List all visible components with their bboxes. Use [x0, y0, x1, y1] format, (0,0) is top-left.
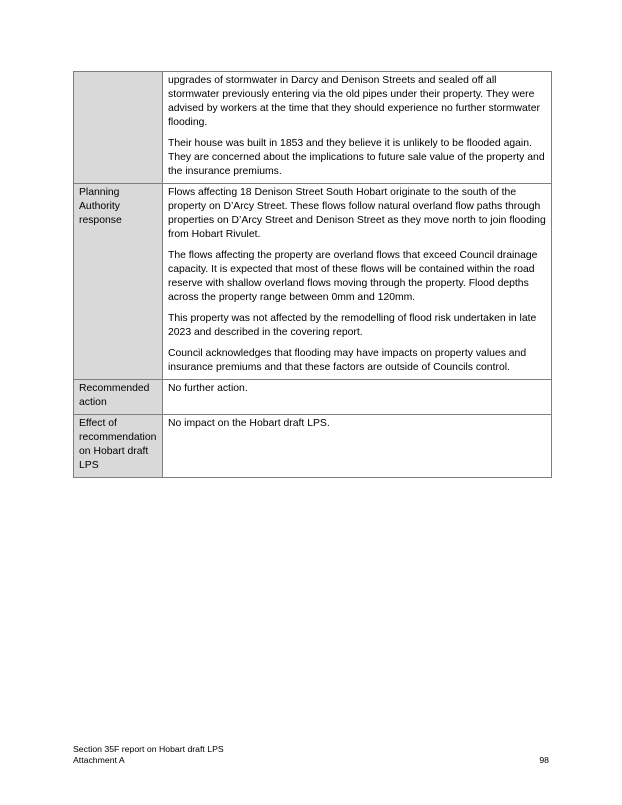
row-content-cell	[163, 380, 552, 415]
page-number: 98	[539, 755, 549, 765]
paragraph: No further action.	[168, 383, 248, 394]
paragraph: Flows affecting 18 Denison Street South Hobart originate to the south of the property on D’Arcy Street. These flows follow natural overland flow paths through properties on D’Arcy Street and Denison Street as they move north to join flooding from Hobart Rivulet.	[168, 187, 546, 240]
page-footer	[73, 744, 549, 766]
table-row	[74, 380, 552, 415]
row-label-cell: Recommended action	[74, 380, 163, 415]
paragraph: No impact on the Hobart draft LPS.	[168, 418, 330, 429]
paragraph: The flows affecting the property are overland flows that exceed Council drainage capacity. It is expected that most of these flows will be contained within the road reserve with shallow overland flows moving through the property. Flood depths across the property range between 0mm and 120mm.	[168, 250, 538, 303]
row-label-cell	[74, 72, 163, 184]
paragraph: This property was not affected by the remodelling of flood risk undertaken in late 2023 and described in the covering report.	[168, 313, 537, 338]
paragraph: Council acknowledges that flooding may have impacts on property values and insurance premiums and that these factors are outside of Councils control.	[168, 348, 527, 373]
footer-report-title: Section 35F report on Hobart draft LPS	[73, 744, 224, 754]
table-row	[74, 415, 552, 478]
row-content-cell	[163, 72, 552, 184]
row-label-cell: Planning Authority response	[74, 184, 163, 380]
paragraph: Their house was built in 1853 and they believe it is unlikely to be flooded again. They are concerned about the implications to future sale value of the property and the insurance premiums.	[168, 138, 545, 177]
paragraph: upgrades of stormwater in Darcy and Denison Streets and sealed off all stormwater previously entering via the old pipes under their property. They were advised by workers at the time that they should experience no further stormwater flooding.	[168, 75, 540, 128]
row-content-cell	[163, 415, 552, 478]
row-label-cell: Effect of recommendation on Hobart draft LPS	[74, 415, 163, 478]
table-row	[74, 184, 552, 380]
submission-table	[73, 71, 552, 478]
table-row	[74, 72, 552, 184]
footer-attachment: Attachment A	[73, 755, 125, 765]
row-content-cell	[163, 184, 552, 380]
